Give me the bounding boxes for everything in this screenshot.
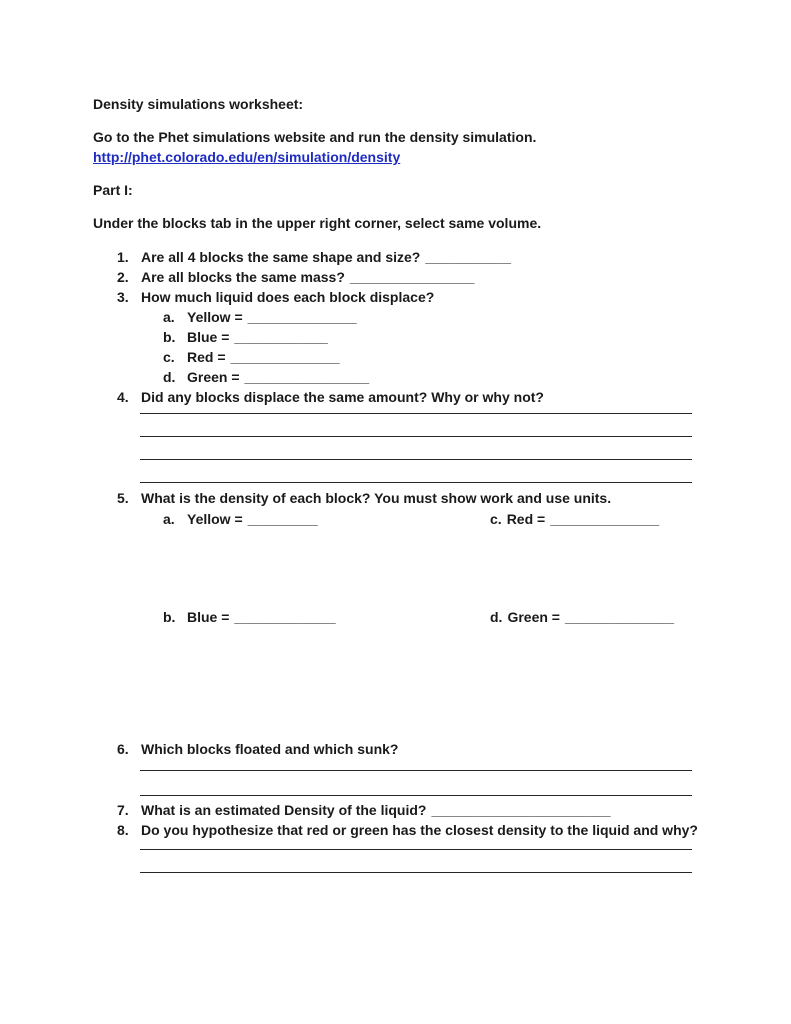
- question-8-answer-lines: [93, 840, 761, 873]
- question-4-text: Did any blocks displace the same amount? Why or why not?: [141, 389, 544, 405]
- question-5-row-bd: [163, 607, 761, 627]
- sub-answer-blank: ______________: [230, 349, 340, 365]
- question-1-number: 1.: [117, 249, 129, 265]
- question-8: [117, 820, 761, 840]
- question-4: [117, 387, 761, 407]
- sub-label: Red =: [187, 349, 226, 365]
- sub-label: Blue =: [187, 329, 230, 345]
- part-heading: Part I:: [93, 182, 133, 198]
- intro-text: Go to the Phet simulations website and run the density simulation.: [93, 129, 537, 145]
- question-2: [117, 267, 761, 287]
- sub-label: Green =: [187, 369, 240, 385]
- sub-label: Blue =: [187, 609, 230, 625]
- question-1: [117, 247, 761, 267]
- sub-answer-blank: ____________: [234, 329, 328, 345]
- answer-line: [140, 460, 692, 483]
- question-list-continued: [117, 488, 761, 759]
- sub-letter: c.: [163, 349, 175, 365]
- sub-label: Yellow =: [187, 511, 243, 527]
- sub-label: Yellow =: [187, 309, 243, 325]
- question-6-text: Which blocks floated and which sunk?: [141, 741, 399, 757]
- question-5-text: What is the density of each block? You must show work and use units.: [141, 490, 612, 506]
- sub-letter: b.: [163, 329, 176, 345]
- question-1-text: Are all 4 blocks the same shape and size?: [141, 249, 421, 265]
- question-3-number: 3.: [117, 289, 129, 305]
- question-list-end: [117, 800, 761, 840]
- question-1-answer-blank: ___________: [425, 249, 511, 265]
- sub-label: Green =: [507, 609, 560, 625]
- answer-line: [140, 771, 692, 796]
- instructions-text: Under the blocks tab in the upper right corner, select same volume.: [93, 215, 542, 231]
- question-6-number: 6.: [117, 741, 129, 757]
- answer-line: [140, 759, 692, 771]
- answer-line: [140, 840, 692, 850]
- question-8-text: Do you hypothesize that red or green has the closest density to the liquid and why?: [141, 822, 698, 838]
- sub-letter: a.: [163, 511, 175, 527]
- sub-answer-blank: ______________: [564, 609, 674, 625]
- sub-letter: d.: [490, 609, 503, 625]
- document-title: Density simulations worksheet:: [93, 96, 304, 112]
- sub-answer-blank: _____________: [234, 609, 336, 625]
- question-2-answer-blank: ________________: [349, 269, 475, 285]
- question-2-number: 2.: [117, 269, 129, 285]
- sub-letter: d.: [163, 369, 176, 385]
- question-5-row-ac: [163, 509, 761, 529]
- question-5-number: 5.: [117, 490, 129, 506]
- question-7-number: 7.: [117, 802, 129, 818]
- question-8-number: 8.: [117, 822, 129, 838]
- sub-answer-blank: _________: [247, 511, 318, 527]
- sub-letter: b.: [163, 609, 176, 625]
- question-7-text: What is an estimated Density of the liquid?: [141, 802, 427, 818]
- answer-line: [140, 437, 692, 460]
- question-5: [117, 488, 761, 508]
- question-2-text: Are all blocks the same mass?: [141, 269, 345, 285]
- question-6-answer-lines: [93, 759, 761, 796]
- question-7-answer-blank: _______________________: [431, 802, 611, 818]
- sub-letter: c.: [490, 511, 502, 527]
- question-3-sub-b: [163, 327, 761, 347]
- sub-answer-blank: ______________: [550, 511, 660, 527]
- question-3-sub-c: [163, 347, 761, 367]
- question-3-sub-a: [163, 307, 761, 327]
- sub-letter: a.: [163, 309, 175, 325]
- answer-line: [140, 414, 692, 437]
- question-6: [117, 739, 761, 759]
- question-4-number: 4.: [117, 389, 129, 405]
- question-list: [117, 247, 761, 407]
- sub-answer-blank: ________________: [244, 369, 370, 385]
- phet-simulation-link[interactable]: http://phet.colorado.edu/en/simulation/density: [93, 149, 401, 165]
- answer-line: [140, 850, 692, 873]
- answer-line: [140, 407, 692, 414]
- sub-answer-blank: ______________: [247, 309, 357, 325]
- question-7: [117, 800, 761, 820]
- question-4-answer-lines: [93, 407, 761, 483]
- sub-label: Red =: [506, 511, 546, 527]
- document-content: [93, 95, 761, 873]
- question-3-text: How much liquid does each block displace?: [141, 289, 435, 305]
- question-3: [117, 287, 761, 307]
- question-3-sub-d: [163, 367, 761, 387]
